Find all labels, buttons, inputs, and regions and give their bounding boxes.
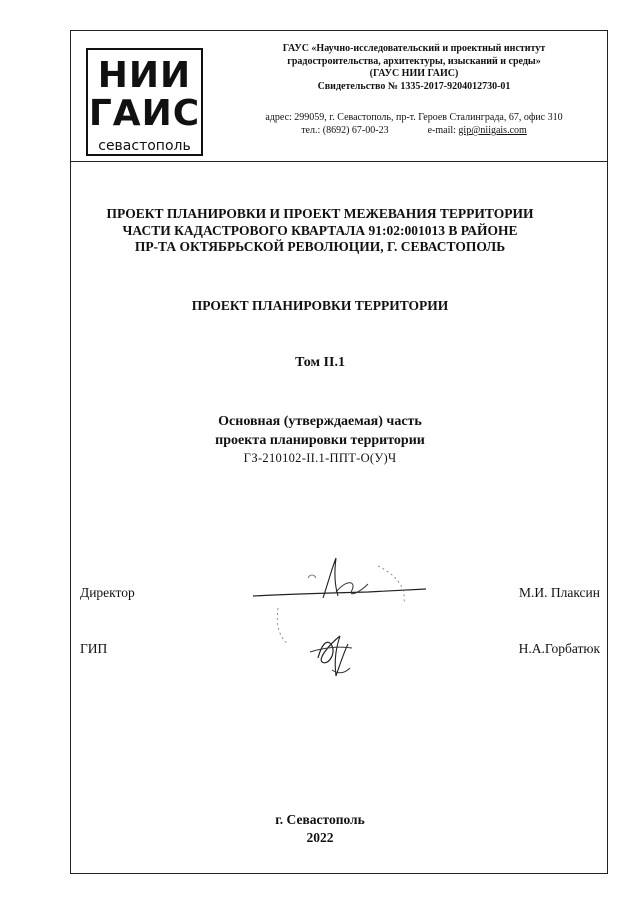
org-certificate: Свидетельство № 1335-2017-9204012730-01 [317,80,511,92]
title-line3: ПР-ТА ОКТЯБРЬСКОЙ РЕВОЛЮЦИИ, Г. СЕВАСТОПОЛЬ [134,239,506,254]
logo-text-line2: ГАИС [88,93,201,134]
org-name-line2: градостроительства, архитектуры, изысканий и среды» [287,55,541,67]
title-line1: ПРОЕКТ ПЛАНИРОВКИ И ПРОЕКТ МЕЖЕВАНИЯ ТЕРРИТОРИИ [106,206,534,221]
section-title: ПРОЕКТ ПЛАНИРОВКИ ТЕРРИТОРИИ [191,298,449,313]
logo-text-line3: севастополь [98,138,191,154]
email-label: e-mail: [427,125,456,136]
organization-block [221,43,607,93]
org-name-line3: (ГАУС НИИ ГАИС) [369,68,459,79]
document-code: ГЗ-210102-II.1-ППТ-О(У)Ч [243,451,397,465]
title-line2: ЧАСТИ КАДАСТРОВОГО КВАРТАЛА 91:02:001013 В РАЙОНЕ [122,222,518,238]
gip-name: Н.А.Горбатюк [518,641,600,656]
part-title-line1: Основная (утверждаемая) часть [218,414,422,429]
document-title [0,206,640,256]
director-name: М.И. Плаксин [518,585,600,600]
header [71,31,607,162]
part-title [0,412,640,450]
contacts-block [221,111,607,137]
gip-role: ГИП [80,641,108,656]
director-role: Директор [80,585,135,600]
institute-logo [86,48,203,156]
org-phone: тел.: (8692) 67-00-23 [301,125,389,136]
volume-title: Том II.1 [295,355,345,370]
org-name-line1: ГАУС «Научно-исследовательский и проектный институт [282,43,546,54]
logo-text-line1: НИИ [97,55,192,96]
contact-line [221,124,607,137]
part-title-line2: проекта планировки территории [215,433,425,448]
footer-year: 2022 [306,830,334,845]
email-link[interactable]: gip@niigais.com [458,125,527,136]
org-address: адрес: 299059, г. Севастополь, пр-т. Героев Сталинграда, 67, офис 310 [265,112,563,123]
handwritten-signatures [248,548,438,688]
footer-city: г. Севастополь [275,812,365,827]
